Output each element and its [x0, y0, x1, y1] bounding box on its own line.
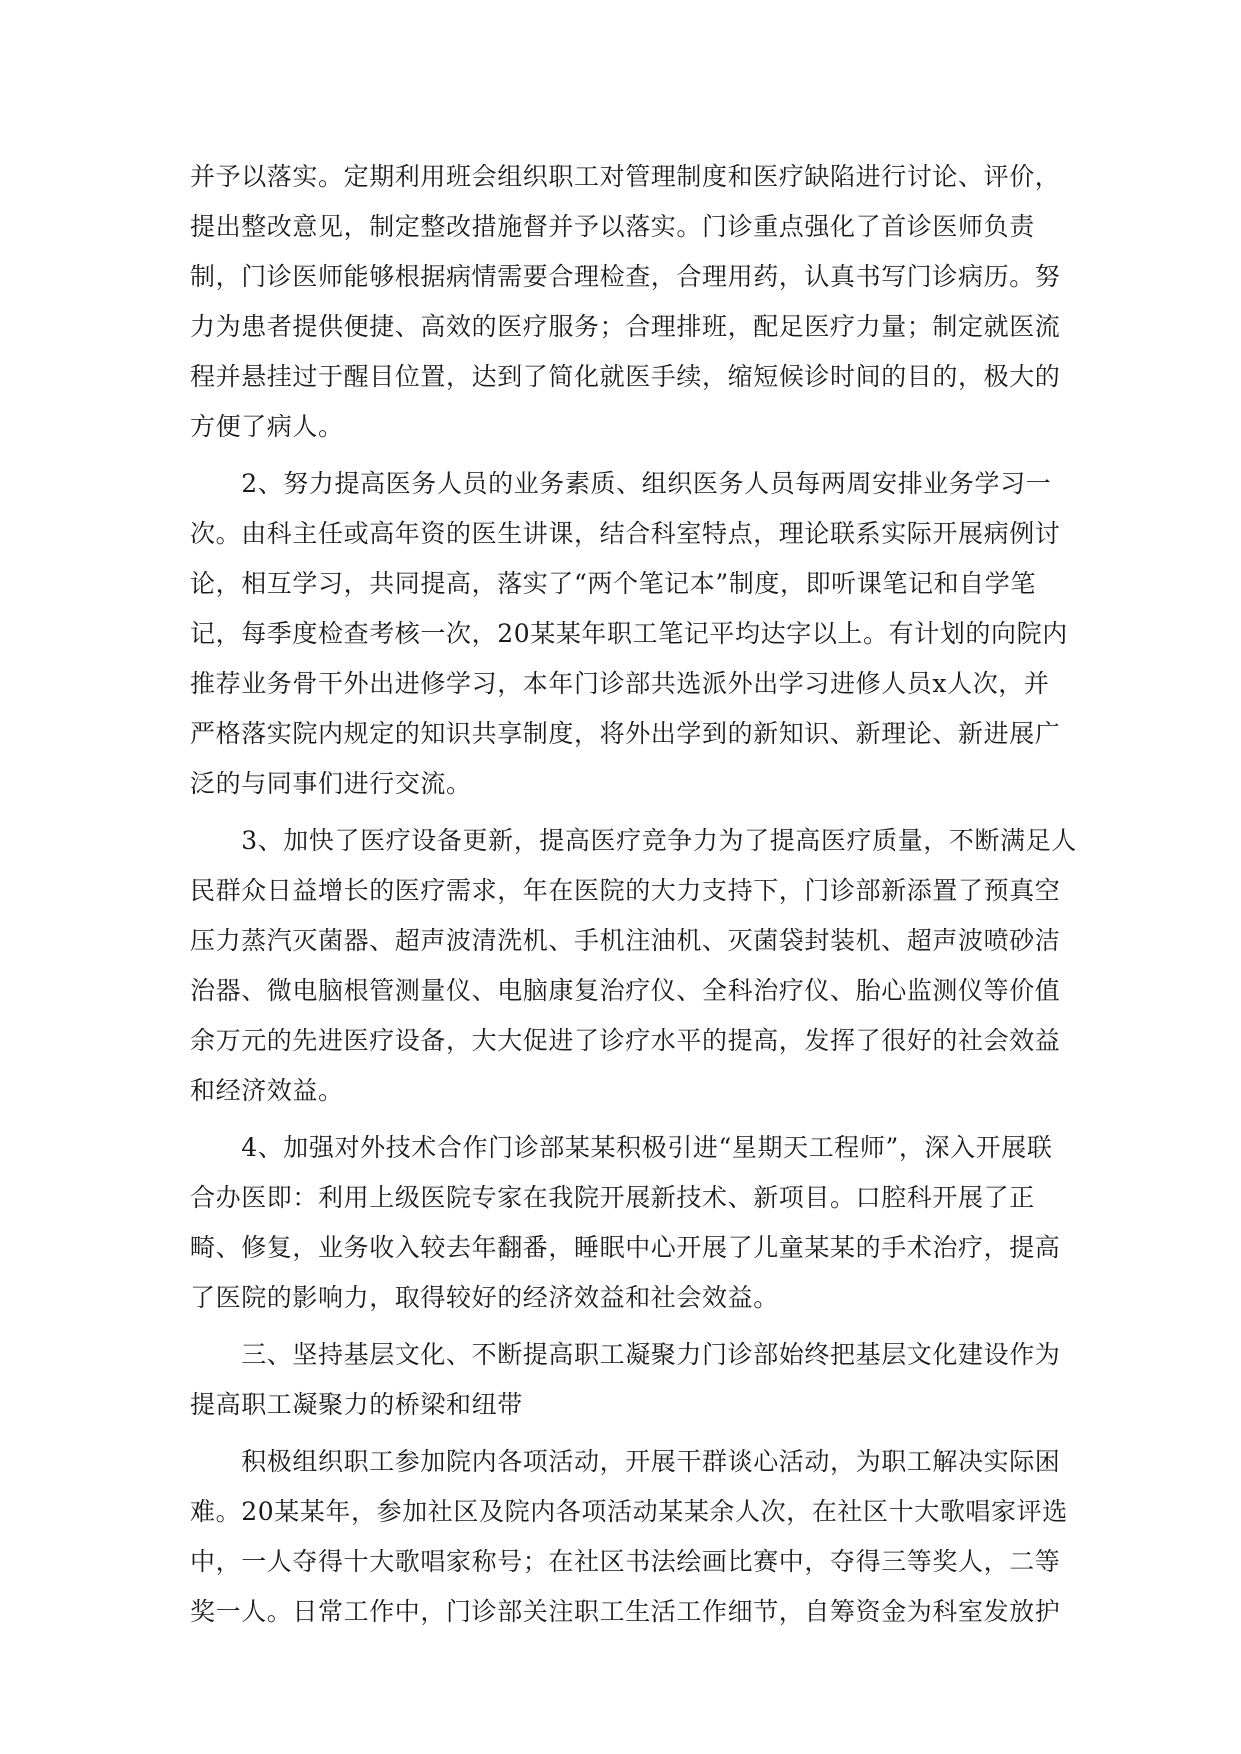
text-line: 和经济效益。 — [190, 1076, 344, 1105]
text-line: 了医院的影响力，取得较好的经济效益和社会效益。 — [190, 1283, 779, 1312]
text-line: 积极组织职工参加院内各项活动，开展干群谈心活动，为职工解决实际困 — [190, 1447, 1061, 1476]
text-line: 程并悬挂过于醒目位置，达到了简化就医手续，缩短候诊时间的目的，极大的 — [190, 362, 1061, 391]
text-line: 泛的与同事们进行交流。 — [190, 769, 472, 798]
text-line: 并予以落实。定期利用班会组织职工对管理制度和医疗缺陷进行讨论、评价， — [190, 162, 1061, 191]
text-line: 中，一人夺得十大歌唱家称号；在社区书法绘画比赛中，夺得三等奖人，二等 — [190, 1547, 1061, 1576]
paragraph-gap — [190, 809, 1050, 816]
text-line: 合办医即：利用上级医院专家在我院开展新技术、新项目。口腔科开展了正 — [190, 1183, 1035, 1212]
text-line: 民群众日益增长的医疗需求，年在医院的大力支持下，门诊部新添置了预真空 — [190, 876, 1061, 905]
text-line: 畸、修复，业务收入较去年翻番，睡眠中心开展了儿童某某的手术治疗，提高 — [190, 1233, 1061, 1262]
text-line: 严格落实院内规定的知识共享制度，将外出学到的新知识、新理论、新进展广 — [190, 719, 1061, 748]
text-line: 奖一人。日常工作中，门诊部关注职工生活工作细节，自筹资金为科室发放护 — [190, 1597, 1061, 1626]
text-line: 余万元的先进医疗设备，大大促进了诊疗水平的提高，发挥了很好的社会效益 — [190, 1026, 1061, 1055]
text-line: 方便了病人。 — [190, 412, 344, 441]
text-line: 2、努力提高医务人员的业务素质、组织医务人员每两周安排业务学习一 — [190, 469, 1052, 498]
paragraph-gap — [190, 1116, 1050, 1123]
body-text — [190, 152, 1077, 1637]
paragraph-gap — [190, 1323, 1050, 1330]
text-line: 制，门诊医师能够根据病情需要合理检查，合理用药，认真书写门诊病历。努 — [190, 262, 1061, 291]
text-line: 治器、微电脑根管测量仪、电脑康复治疗仪、全科治疗仪、胎心监测仪等价值 — [190, 976, 1061, 1005]
paragraph-gap — [190, 1430, 1050, 1437]
text-line: 三、坚持基层文化、不断提高职工凝聚力门诊部始终把基层文化建设作为 — [190, 1340, 1061, 1369]
text-line: 难。20某某年，参加社区及院内各项活动某某余人次，在社区十大歌唱家评选 — [190, 1497, 1068, 1526]
text-line: 力为患者提供便捷、高效的医疗服务；合理排班，配足医疗力量；制定就医流 — [190, 312, 1061, 341]
text-line: 记，每季度检查考核一次，20某某年职工笔记平均达字以上。有计划的向院内 — [190, 619, 1068, 648]
text-line: 3、加快了医疗设备更新，提高医疗竞争力为了提高医疗质量，不断满足人 — [190, 826, 1077, 855]
text-line: 4、加强对外技术合作门诊部某某积极引进“星期天工程师”，深入开展联 — [190, 1133, 1053, 1162]
text-line: 压力蒸汽灭菌器、超声波清洗机、手机注油机、灭菌袋封装机、超声波喷砂洁 — [190, 926, 1061, 955]
text-line: 论，相互学习，共同提高，落实了“两个笔记本”制度，即听课笔记和自学笔 — [190, 569, 1036, 598]
text-line: 次。由科主任或高年资的医生讲课，结合科室特点，理论联系实际开展病例讨 — [190, 519, 1061, 548]
text-line: 提出整改意见，制定整改措施督并予以落实。门诊重点强化了首诊医师负责 — [190, 212, 1035, 241]
paragraph-gap — [190, 452, 1050, 459]
text-line: 推荐业务骨干外出进修学习，本年门诊部共选派外出学习进修人员x人次，并 — [190, 669, 1050, 698]
text-line: 提高职工凝聚力的桥梁和纽带 — [190, 1390, 523, 1419]
